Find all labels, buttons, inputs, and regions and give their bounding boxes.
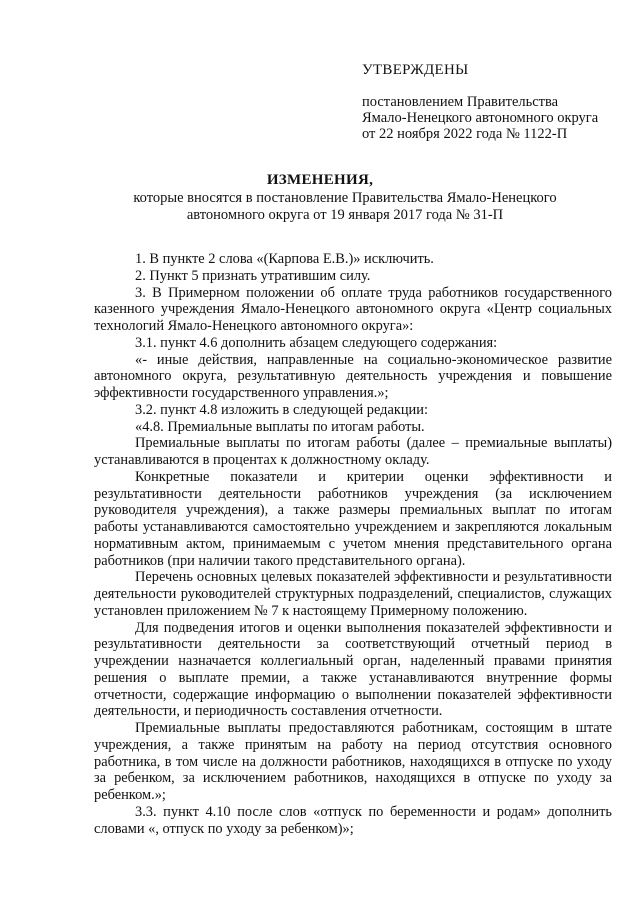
approved-title: УТВЕРЖДЕНЫ: [362, 62, 469, 78]
paragraph-1: 1. В пункте 2 слова «(Карпова Е.В.)» исключить.: [135, 251, 434, 267]
paragraph-4-8-1: Премиальные выплаты по итогам работы (далее – премиальные выплаты) устанавливаются в процентах к должностному окладу.: [94, 435, 612, 468]
approval-line-2: Ямало-Ненецкого автономного округа: [362, 110, 599, 126]
approval-line-1: постановлением Правительства: [362, 94, 559, 110]
paragraph-3-3: 3.3. пункт 4.10 после слов «отпуск по беременности и родам» дополнить словами «, отпуск по уходу за ребенком)»;: [94, 803, 612, 837]
document-subtitle: которые вносятся в постановление Правительства Ямало-Ненецкого автономного округа от 19 января 2017 года № 31-П: [133, 190, 557, 223]
paragraph-4-8-3: Перечень основных целевых показателей эффективности и результативности деятельности руководителей структурных подразделений, специалистов, служащих установлен приложением № 7 к настоящему Примерному положению.: [94, 569, 612, 619]
document-body: [94, 251, 612, 837]
document-title: ИЗМЕНЕНИЯ,: [266, 172, 374, 188]
paragraph-4-8-title: «4.8. Премиальные выплаты по итогам работы.: [135, 418, 425, 435]
approval-stamp-block: [362, 62, 632, 142]
paragraph-3-1: 3.1. пункт 4.6 дополнить абзацем следующего содержания:: [135, 334, 498, 351]
paragraph-4-8-2: Конкретные показатели и критерии оценки эффективности и результативности деятельности работников учреждения (за исключением руководителя учреждения), а также размеры премиальных выплат по итогам работы устанавливаются самостоятельно учреждением и закрепляются локальным нормативным актом, принимаемым с учетом мнения представительного органа работников (при наличии такого представительного органа).: [94, 468, 612, 569]
paragraph-3: 3. В Примерном положении об оплате труда работников государственного казенного учреждения Ямало-Ненецкого автономного округа «Центр социальных технологий Ямало-Ненецкого автономного округа»:: [94, 284, 612, 334]
paragraph-4-8-4: Для подведения итогов и оценки выполнения показателей эффективности и результативности деятельности за соответствующий отчетный период в учреждении назначается коллегиальный орган, наделенный правами принятия решения о выплате премии, а также устанавливаются внутренние формы отчетности, содержащие информацию о выполнении показателей эффективности деятельности, и периодичность составления отчетности.: [94, 619, 612, 720]
paragraph-2: 2. Пункт 5 признать утратившим силу.: [135, 267, 371, 284]
approval-line-3: от 22 ноября 2022 года № 1122-П: [362, 126, 568, 142]
paragraph-3-2: 3.2. пункт 4.8 изложить в следующей редакции:: [135, 401, 428, 418]
paragraph-quote-1: «- иные действия, направленные на социально-экономическое развитие автономного округа, результативную деятельность учреждения и повышение эффективности государственного управления.»;: [94, 351, 612, 401]
paragraph-4-8-5: Премиальные выплаты предоставляются работникам, состоящим в штате учреждения, а также принятым на работу на период отсутствия основного работника, в том числе на должности работников, находящихся в отпуске по уходу за ребенком, за исключением работников, находящихся в отпуске по уходу за ребенком.»;: [94, 720, 612, 803]
